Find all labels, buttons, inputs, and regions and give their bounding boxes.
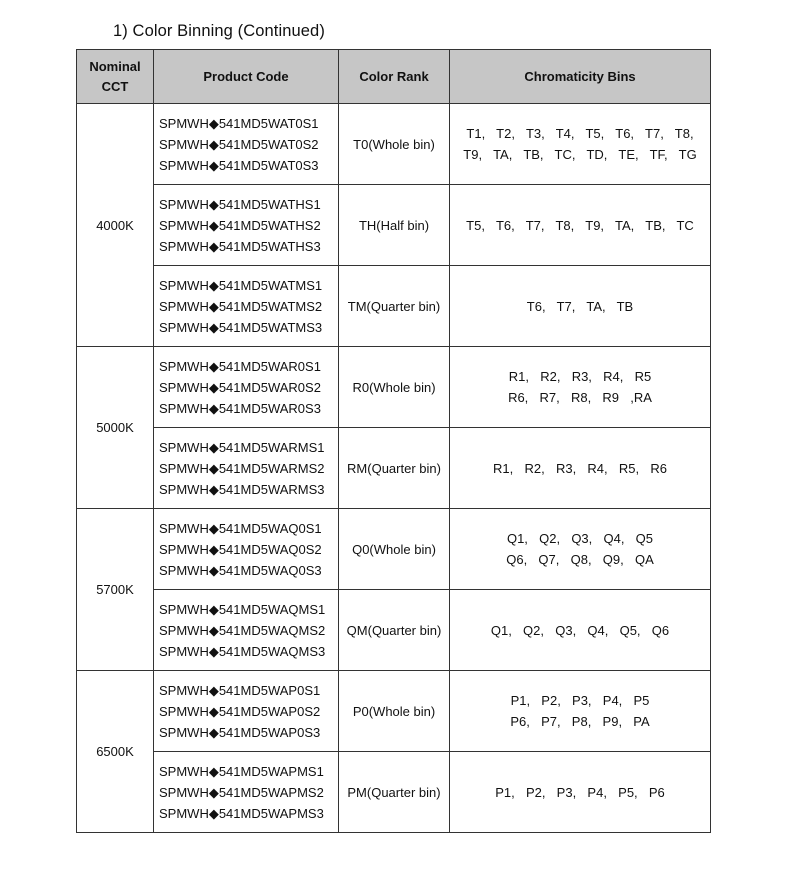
table-row [77, 104, 711, 185]
product-code: SPMWH◆541MD5WATHS3 [159, 238, 321, 254]
chromaticity-bins-line: P6, P7, P8, P9, PA [510, 714, 650, 729]
product-code: SPMWH◆541MD5WAPMS1 [159, 763, 324, 779]
chromaticity-bins-cell [450, 590, 711, 671]
table-row [77, 185, 711, 266]
color-rank-cell: P0(Whole bin) [339, 671, 450, 752]
product-code: SPMWH◆541MD5WAP0S2 [159, 703, 321, 719]
product-code: SPMWH◆541MD5WATMS2 [159, 298, 323, 314]
chromaticity-bins-cell [450, 752, 711, 833]
product-code: SPMWH◆541MD5WARMS3 [159, 481, 325, 497]
chromaticity-bins-line: T9, TA, TB, TC, TD, TE, TF, TG [463, 147, 697, 162]
table-header [77, 50, 711, 104]
product-code: SPMWH◆541MD5WATHS2 [159, 217, 321, 233]
color-rank-cell: T0(Whole bin) [339, 104, 450, 185]
chromaticity-bins-cell [450, 104, 711, 185]
header-chromaticity-bins: Chromaticity Bins [450, 50, 711, 104]
chromaticity-bins-line: R1, R2, R3, R4, R5, R6 [493, 460, 667, 476]
chromaticity-bins-cell [450, 347, 711, 428]
table-row [77, 590, 711, 671]
product-code: SPMWH◆541MD5WAQ0S3 [159, 562, 322, 578]
chromaticity-bins-line: Q6, Q7, Q8, Q9, QA [506, 552, 654, 567]
header-product-code: Product Code [154, 50, 339, 104]
product-code-cell [154, 104, 339, 185]
product-code-cell [154, 185, 339, 266]
color-rank-cell: TM(Quarter bin) [339, 266, 450, 347]
header-row [77, 50, 711, 104]
product-code: SPMWH◆541MD5WAQMS2 [159, 622, 326, 638]
product-code-cell [154, 671, 339, 752]
header-cct-line-2: CCT [101, 78, 129, 94]
color-rank-cell: R0(Whole bin) [339, 347, 450, 428]
chromaticity-bins-cell [450, 428, 711, 509]
product-code: SPMWH◆541MD5WATMS1 [159, 277, 323, 293]
product-code: SPMWH◆541MD5WAQMS1 [159, 601, 326, 617]
chromaticity-bins-cell [450, 266, 711, 347]
header-cct-line-1: Nominal [89, 58, 141, 74]
product-code: SPMWH◆541MD5WAP0S1 [159, 682, 321, 698]
product-code: SPMWH◆541MD5WAQ0S1 [159, 520, 322, 536]
table-row [77, 752, 711, 833]
product-code-cell [154, 428, 339, 509]
product-code-cell [154, 509, 339, 590]
header-color-rank: Color Rank [339, 50, 450, 104]
product-code-cell [154, 752, 339, 833]
chromaticity-bins-line: Q1, Q2, Q3, Q4, Q5, Q6 [490, 622, 670, 638]
product-code: SPMWH◆541MD5WAR0S3 [159, 400, 321, 416]
product-code-cell [154, 266, 339, 347]
color-rank-cell: QM(Quarter bin) [339, 590, 450, 671]
product-code-cell [154, 590, 339, 671]
chromaticity-bins-cell [450, 509, 711, 590]
chromaticity-bins-line: T5, T6, T7, T8, T9, TA, TB, TC [466, 217, 694, 233]
color-rank-cell: Q0(Whole bin) [339, 509, 450, 590]
product-code: SPMWH◆541MD5WAR0S1 [159, 358, 321, 374]
table-row [77, 347, 711, 428]
nominal-cct-cell: 5000K [77, 347, 154, 509]
product-code: SPMWH◆541MD5WARMS1 [159, 439, 325, 455]
table-row [77, 428, 711, 509]
chromaticity-bins-line: Q1, Q2, Q3, Q4, Q5 [506, 531, 654, 546]
nominal-cct-cell: 6500K [77, 671, 154, 833]
table-row [77, 509, 711, 590]
product-code: SPMWH◆541MD5WAT0S3 [159, 157, 319, 173]
table-row [77, 671, 711, 752]
table-body [77, 104, 711, 833]
product-code: SPMWH◆541MD5WATHS1 [159, 196, 321, 212]
nominal-cct-cell: 5700K [77, 509, 154, 671]
chromaticity-bins-line: P1, P2, P3, P4, P5, P6 [495, 784, 665, 800]
color-binning-table [76, 49, 711, 833]
product-code: SPMWH◆541MD5WAQ0S2 [159, 541, 322, 557]
chromaticity-bins-line: R6, R7, R8, R9 ,RA [508, 390, 652, 405]
product-code: SPMWH◆541MD5WAQMS3 [159, 643, 326, 659]
header-nominal-cct [77, 50, 154, 104]
chromaticity-bins-cell [450, 185, 711, 266]
chromaticity-bins-line: R1, R2, R3, R4, R5 [508, 369, 652, 384]
color-rank-cell: PM(Quarter bin) [339, 752, 450, 833]
section-title: 1) Color Binning (Continued) [113, 22, 325, 40]
color-rank-cell: RM(Quarter bin) [339, 428, 450, 509]
product-code: SPMWH◆541MD5WAPMS3 [159, 805, 324, 821]
table-row [77, 266, 711, 347]
product-code: SPMWH◆541MD5WAT0S2 [159, 136, 319, 152]
product-code: SPMWH◆541MD5WAR0S2 [159, 379, 321, 395]
product-code: SPMWH◆541MD5WAT0S1 [159, 115, 319, 131]
product-code: SPMWH◆541MD5WATMS3 [159, 319, 323, 335]
color-rank-cell: TH(Half bin) [339, 185, 450, 266]
product-code: SPMWH◆541MD5WARMS2 [159, 460, 325, 476]
chromaticity-bins-line: P1, P2, P3, P4, P5 [510, 693, 650, 708]
product-code: SPMWH◆541MD5WAPMS2 [159, 784, 324, 800]
chromaticity-bins-cell [450, 671, 711, 752]
chromaticity-bins-line: T1, T2, T3, T4, T5, T6, T7, T8, [466, 126, 694, 141]
product-code-cell [154, 347, 339, 428]
chromaticity-bins-line: T6, T7, TA, TB [526, 298, 634, 314]
product-code: SPMWH◆541MD5WAP0S3 [159, 724, 321, 740]
nominal-cct-cell: 4000K [77, 104, 154, 347]
